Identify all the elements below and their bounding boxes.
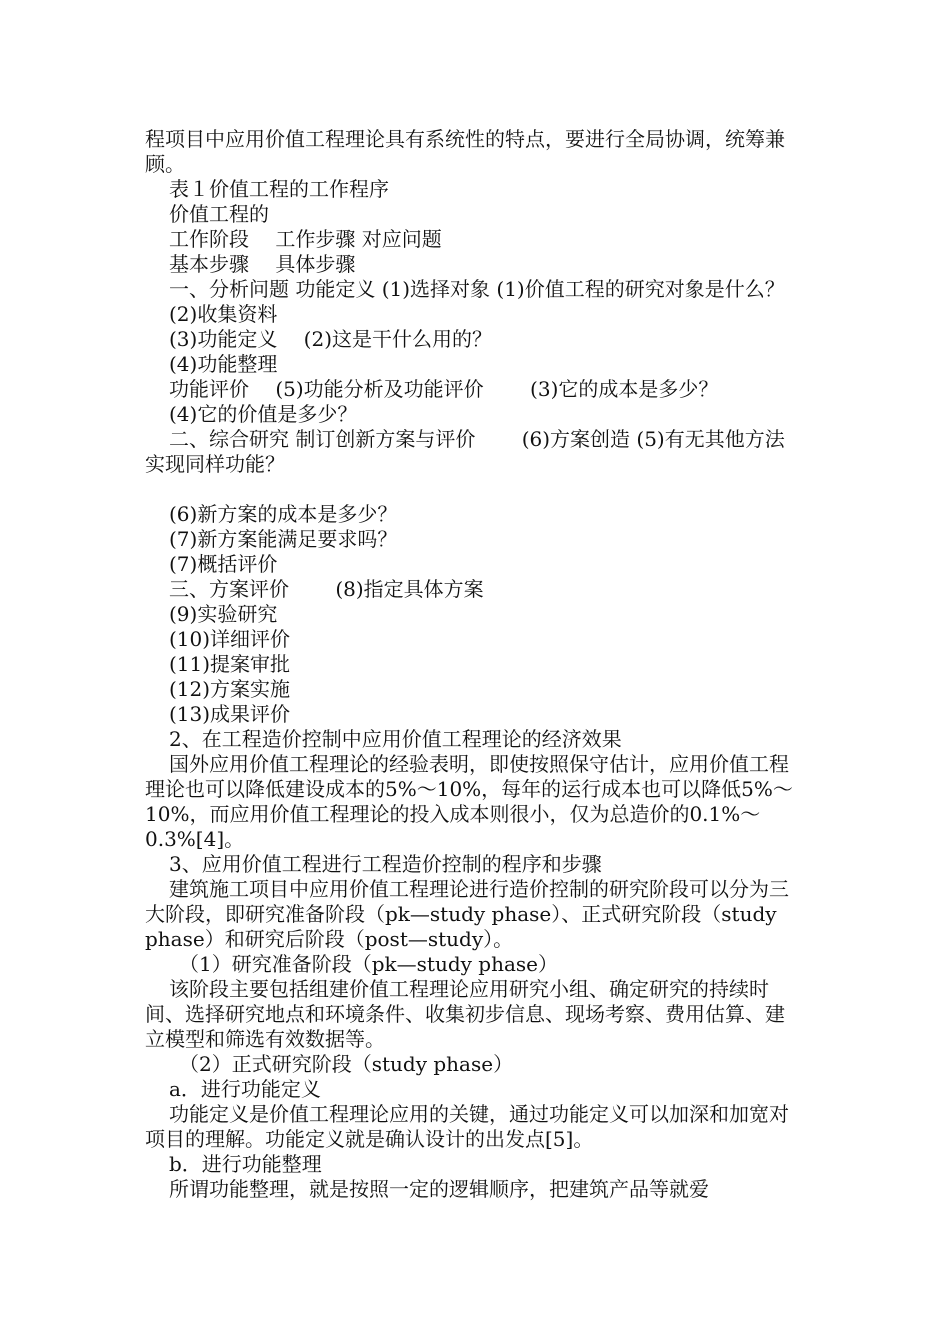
paragraph-line: 基本步骤 具体步骤 (169, 252, 356, 276)
paragraph-line: 三、方案评价 (8)指定具体方案 (169, 577, 484, 601)
paragraph-line: 国外应用价值工程理论的经验表明，即使按照保守估计，应用价值工程理论也可以降低建设成本的5%～10%，每年的运行成本也可以降低5%～10%，而应用价值工程理论的投入成本则很小，仅为总造价的0.1%～0.3%[4]。 (145, 752, 793, 851)
paragraph-line: 价值工程的 (169, 202, 269, 226)
blank-line (145, 477, 795, 502)
paragraph-line: 功能评价 (5)功能分析及功能评价 (3)它的成本是多少？ (169, 377, 719, 401)
paragraph-line: 2、在工程造价控制中应用价值工程理论的经济效果 (169, 727, 622, 751)
paragraph-line: （1）研究准备阶段（pk—study phase） (169, 952, 558, 976)
paragraph-line: 工作阶段 工作步骤 对应问题 (169, 227, 442, 251)
paragraph-line: 建筑施工项目中应用价值工程理论进行造价控制的研究阶段可以分为三大阶段，即研究准备阶段（pk—study phase）、正式研究阶段（study phase）和研究后阶段（post—study）。 (145, 877, 789, 951)
paragraph-line: 该阶段主要包括组建价值工程理论应用研究小组、确定研究的持续时间、选择研究地点和环境条件、收集初步信息、现场考察、费用估算、建立模型和筛选有效数据等。 (145, 977, 785, 1051)
paragraph-line: b．进行功能整理 (169, 1152, 322, 1176)
paragraph-line: 程项目中应用价值工程理论具有系统性的特点，要进行全局协调，统筹兼顾。 (145, 127, 785, 176)
paragraph-line: 一、分析问题 功能定义 (1)选择对象 (1)价值工程的研究对象是什么？ (169, 277, 785, 301)
paragraph-line: (9)实验研究 (169, 602, 278, 626)
paragraph-line: 所谓功能整理，就是按照一定的逻辑顺序，把建筑产品等就爱 (169, 1177, 709, 1201)
paragraph-line: (7)新方案能满足要求吗？ (169, 527, 398, 551)
paragraph-line: 表１价值工程的工作程序 (169, 177, 389, 201)
paragraph-line: (11)提案审批 (169, 652, 291, 676)
paragraph-line: (10)详细评价 (169, 627, 291, 651)
paragraph-line: (4)它的价值是多少？ (169, 402, 358, 426)
paragraph-line: 二、综合研究 制订创新方案与评价 (6)方案创造 (5)有无其他方法实现同样功能？ (145, 427, 785, 476)
paragraph-line: 3、应用价值工程进行工程造价控制的程序和步骤 (169, 852, 602, 876)
paragraph-line: (13)成果评价 (169, 702, 291, 726)
document-body (145, 127, 795, 1202)
paragraph-line: (4)功能整理 (169, 352, 278, 376)
paragraph-line: (12)方案实施 (169, 677, 291, 701)
paragraph-line: a．进行功能定义 (169, 1077, 321, 1101)
paragraph-line: (3)功能定义 (2)这是干什么用的？ (169, 327, 493, 351)
paragraph-line: (2)收集资料 (169, 302, 278, 326)
paragraph-line: （2）正式研究阶段（study phase） (169, 1052, 514, 1076)
paragraph-line: 功能定义是价值工程理论应用的关键，通过功能定义可以加深和加宽对项目的理解。功能定义就是确认设计的出发点[5]。 (145, 1102, 789, 1151)
paragraph-line: (6)新方案的成本是多少？ (169, 502, 398, 526)
paragraph-line: (7)概括评价 (169, 552, 278, 576)
